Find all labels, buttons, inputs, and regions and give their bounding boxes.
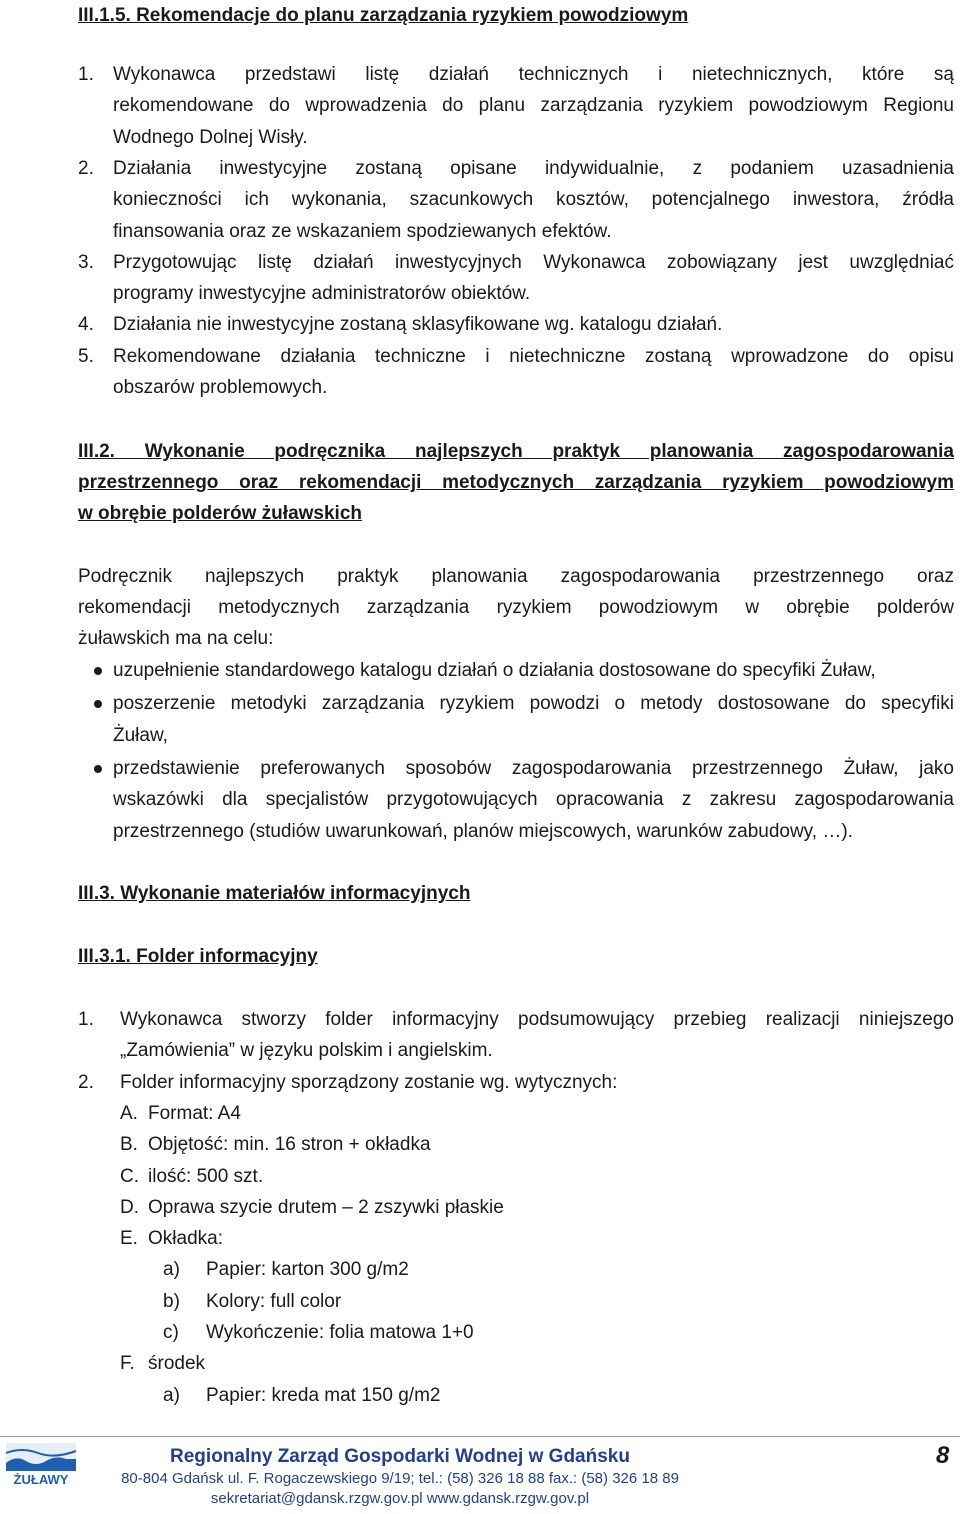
list-item-text: obszarów problemowych. — [113, 377, 328, 398]
list-item-text: Wodnego Dolnej Wisły. — [113, 126, 308, 148]
logo-text: ŻUŁAWY — [13, 1472, 69, 1487]
list-item-number: 2. — [78, 1071, 94, 1093]
spec-item-text: ilość: 500 szt. — [148, 1165, 264, 1187]
spec-item-text: Oprawa szycie drutem – 2 zszywki płaskie — [148, 1196, 504, 1218]
bullet-icon — [94, 765, 102, 773]
section-heading-1-5: III.1.5. Rekomendacje do planu zarządzania ryzykiem powodziowym — [78, 5, 689, 26]
section-heading-2-line-1: III.2. Wykonanie podręcznika najlepszych praktyk planowania zagospodarowania — [78, 441, 954, 462]
intro-line-3: żuławskich ma na celu: — [78, 628, 274, 649]
list-item-number: 4. — [78, 314, 94, 336]
list-item-number: 5. — [78, 345, 94, 367]
spec-item-label: D. — [120, 1196, 139, 1218]
spec-item-label: a) — [163, 1259, 180, 1281]
section-heading-2-line-2: przestrzennego oraz rekomendacji metodycznych zarządzania ryzykiem powodziowym — [78, 472, 954, 493]
spec-item-text: Kolory: full color — [206, 1290, 342, 1312]
spec-item-text: Papier: karton 300 g/m2 — [206, 1259, 409, 1281]
list-item-text: Działania nie inwestycyjne zostaną sklasyfikowane wg. katalogu działań. — [113, 314, 723, 336]
spec-item-label: c) — [163, 1322, 179, 1343]
bullet-text: przedstawienie preferowanych sposobów zagospodarowania przestrzennego Żuław, jako — [113, 757, 954, 779]
bullet-text: uzupełnienie standardowego katalogu działań o działania dostosowane do specyfiki Żuław, — [113, 660, 876, 681]
spec-item-label: b) — [163, 1290, 180, 1312]
list-item-text: „Zamówienia” w języku polskim i angielskim. — [120, 1040, 493, 1062]
bullet-text: Żuław, — [113, 724, 168, 746]
list-item-text: Działania inwestycyjne zostaną opisane indywidualnie, z podaniem uzasadnienia — [113, 157, 954, 179]
spec-item-text: Okładka: — [148, 1228, 223, 1250]
list-item-number: 2. — [78, 157, 94, 179]
list-item-text: Wykonawca przedstawi listę działań technicznych i nietechnicznych, które są — [113, 64, 954, 85]
intro-line-2: rekomendacji metodycznych zarządzania ryzykiem powodziowym w obrębie polderów — [78, 597, 954, 618]
bullet-text: przestrzennego (studiów uwarunkowań, planów miejscowych, warunków zabudowy, …). — [113, 820, 853, 842]
list-item-number: 3. — [78, 251, 94, 273]
spec-item-label: C. — [120, 1165, 139, 1187]
footer-divider — [0, 1436, 960, 1437]
section-heading-3-1: III.3.1. Folder informacyjny — [78, 946, 318, 967]
footer-contact: sekretariat@gdansk.rzgw.gov.pl www.gdansk.rzgw.gov.pl — [210, 1490, 590, 1507]
list-item-number: 1. — [78, 64, 94, 85]
list-item-text: konieczności ich wykonania, szacunkowych kosztów, potencjalnego inwestora, źródła — [113, 189, 954, 211]
bullet-icon — [94, 700, 102, 708]
list-item-text: Folder informacyjny sporządzony zostanie wg. wytycznych: — [120, 1071, 618, 1093]
spec-item-text: Objętość: min. 16 stron + okładka — [148, 1134, 431, 1156]
spec-item-label: F. — [120, 1353, 135, 1375]
section-heading-3: III.3. Wykonanie materiałów informacyjnych — [78, 883, 471, 904]
spec-item-text: środek — [148, 1353, 206, 1375]
list-item-text: programy inwestycyjne administratorów obiektów. — [113, 283, 531, 305]
list-item-text: rekomendowane do wprowadzenia do planu zarządzania ryzykiem powodziowym Regionu — [113, 95, 954, 117]
footer-address: 80-804 Gdańsk ul. F. Rogaczewskiego 9/19; tel.: (58) 326 18 88 fax.: (58) 326 18 89 — [121, 1470, 679, 1487]
page-number: 8 — [936, 1442, 950, 1469]
bullet-icon — [94, 667, 102, 675]
bullet-text: poszerzenie metodyki zarządzania ryzykiem powodzi o metody dostosowane do specyfiki — [113, 693, 954, 715]
spec-item-label: E. — [120, 1228, 138, 1250]
spec-item-label: a) — [163, 1384, 180, 1406]
footer-organization: Regionalny Zarząd Gospodarki Wodnej w Gdańsku — [170, 1446, 630, 1467]
list-item-text: Rekomendowane działania techniczne i nietechniczne zostaną wprowadzone do opisu — [113, 345, 954, 367]
spec-item-text: Wykończenie: folia matowa 1+0 — [206, 1322, 474, 1343]
bullet-text: wskazówki dla specjalistów przygotowujących opracowania z zakresu zagospodarowania — [113, 789, 954, 811]
list-item-text: Wykonawca stworzy folder informacyjny podsumowujący przebieg realizacji niniejszego — [120, 1009, 954, 1030]
spec-item-text: Format: A4 — [148, 1102, 241, 1124]
section-heading-2-line-3: w obrębie polderów żuławskich — [78, 503, 362, 524]
list-item-text: finansowania oraz ze wskazaniem spodziewanych efektów. — [113, 220, 612, 242]
list-item-text: Przygotowując listę działań inwestycyjnych Wykonawca zobowiązany jest uwzględniać — [113, 251, 954, 273]
spec-item-label: B. — [120, 1134, 138, 1156]
spec-item-label: A. — [120, 1102, 138, 1124]
intro-line-1: Podręcznik najlepszych praktyk planowania zagospodarowania przestrzennego oraz — [78, 566, 954, 587]
list-item-number: 1. — [78, 1009, 94, 1030]
spec-item-text: Papier: kreda mat 150 g/m2 — [206, 1384, 441, 1406]
